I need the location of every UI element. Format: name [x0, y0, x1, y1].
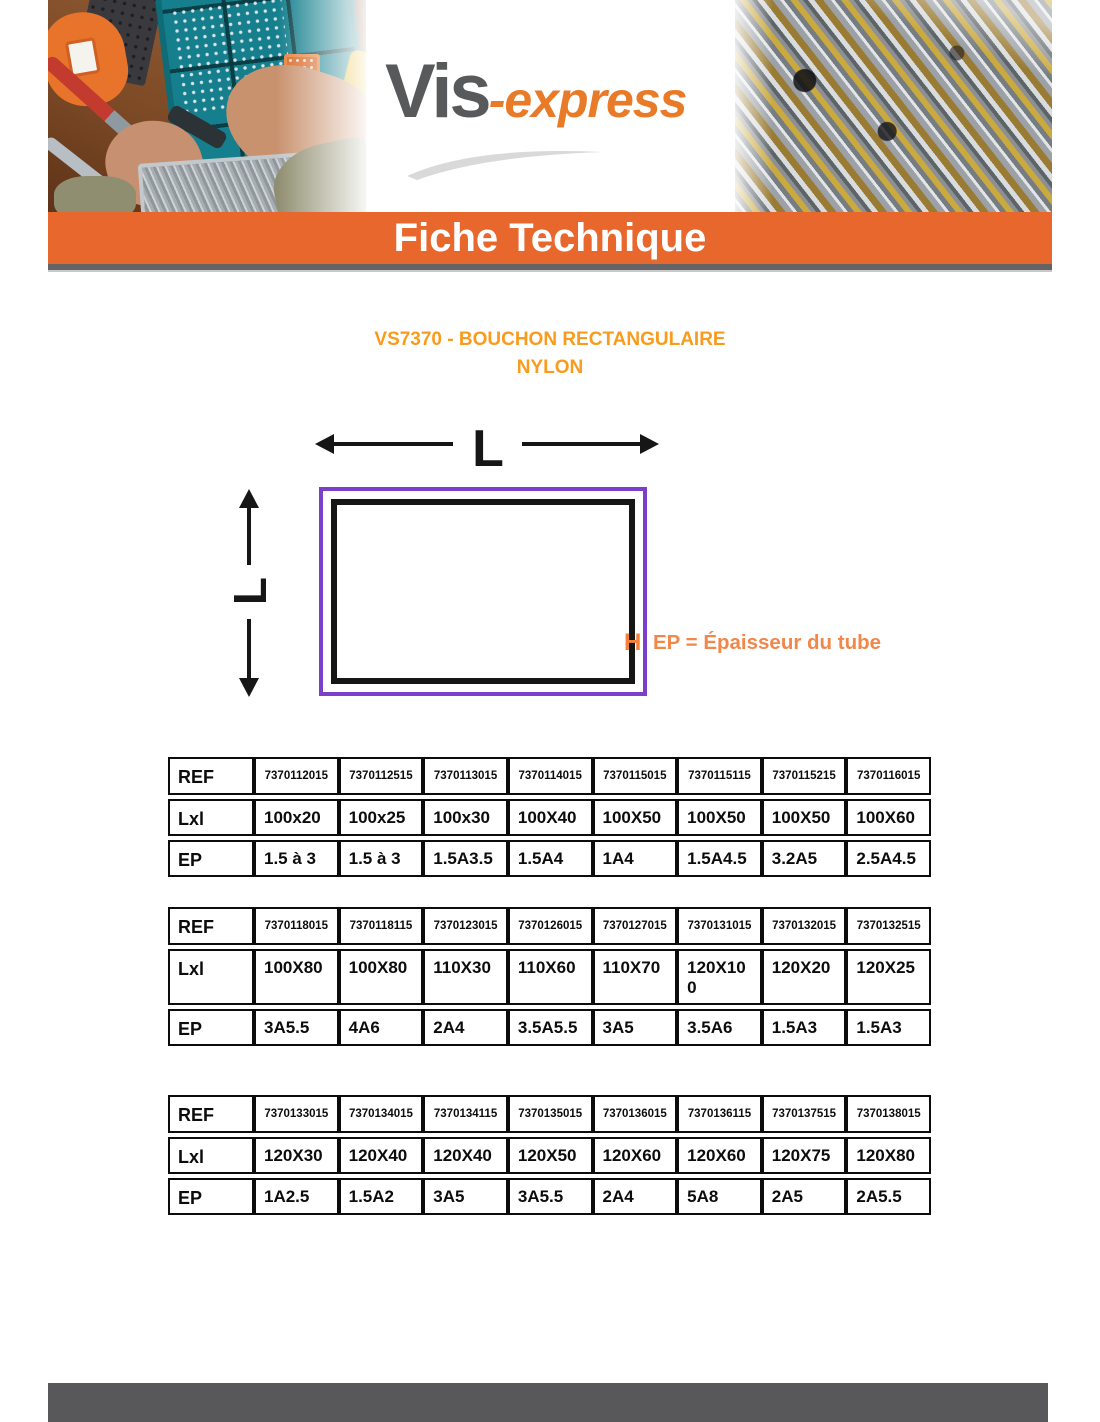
table-row [168, 799, 931, 836]
ep-cell: 2A4 [423, 1009, 508, 1046]
dim-cell: 100x30 [423, 799, 508, 836]
row-label: Lxl [168, 799, 254, 836]
row-label: Lxl [168, 1137, 254, 1174]
ep-cell: 1.5 à 3 [339, 840, 424, 877]
dim-cell: 100X80 [339, 949, 424, 1005]
ref-cell: 7370135015 [508, 1095, 593, 1133]
spec-table-2 [168, 903, 931, 1050]
screws-dots-texture [170, 0, 294, 116]
table-row [168, 1095, 931, 1133]
table-row [168, 907, 931, 945]
hand-right-shape [210, 47, 366, 200]
dimension-diagram [200, 405, 900, 715]
product-title [0, 326, 1100, 382]
ref-cell: 7370127015 [593, 907, 678, 945]
table-row [168, 840, 931, 877]
ep-cell: 3.5A5.5 [508, 1009, 593, 1046]
ep-cell: 1.5A4.5 [677, 840, 762, 877]
ref-cell: 7370134015 [339, 1095, 424, 1133]
dim-cell: 100X50 [762, 799, 847, 836]
vis-express-logo [385, 40, 715, 190]
metal-screw-box-shape [138, 152, 311, 212]
banner [48, 212, 1052, 264]
row-label: EP [168, 1009, 254, 1046]
dim-cell: 120X40 [423, 1137, 508, 1174]
row-label: REF [168, 1095, 254, 1133]
screwdriver-shape [48, 54, 172, 174]
table-row [168, 1137, 931, 1174]
ep-cell: 3.2A5 [762, 840, 847, 877]
screws-photo [735, 0, 1052, 212]
tape-measure-shape [48, 6, 134, 113]
product-title-line1: VS7370 - BOUCHON RECTANGULAIRE [374, 329, 726, 350]
ep-cell: 5A8 [677, 1178, 762, 1215]
row-label: EP [168, 840, 254, 877]
row-label: Lxl [168, 949, 254, 1005]
row-label: REF [168, 757, 254, 795]
ref-cell: 7370134115 [423, 1095, 508, 1133]
ep-cell: 3A5.5 [254, 1009, 339, 1046]
ref-cell: 7370133015 [254, 1095, 339, 1133]
ep-cell: 2A4 [593, 1178, 678, 1215]
ep-cell: 4A6 [339, 1009, 424, 1046]
ref-cell: 7370116015 [846, 757, 931, 795]
ep-cell: 1A2.5 [254, 1178, 339, 1215]
ref-cell: 7370136115 [677, 1095, 762, 1133]
dim-cell: 100X80 [254, 949, 339, 1005]
ep-cell: 3A5.5 [508, 1178, 593, 1215]
dim-cell: 100X40 [508, 799, 593, 836]
dim-cell: 100X50 [677, 799, 762, 836]
ref-cell: 7370118015 [254, 907, 339, 945]
dim-cell: 120X40 [339, 1137, 424, 1174]
product-title-line2: NYLON [516, 357, 584, 378]
dim-cell: 120X25 [846, 949, 931, 1005]
banner-title: Fiche Technique [393, 215, 707, 260]
dim-L-label: L [472, 420, 504, 478]
ep-cell: 3.5A6 [677, 1009, 762, 1046]
arrowhead-right-icon [640, 434, 659, 454]
banner-divider [48, 264, 1052, 272]
table-row [168, 1009, 931, 1046]
ref-cell: 7370138015 [846, 1095, 931, 1133]
footer-bar [48, 1383, 1048, 1422]
workbench-photo [48, 0, 366, 212]
dim-cell: 120X80 [846, 1137, 931, 1174]
logo-text-vis: Vis [385, 49, 489, 134]
table-row [168, 1178, 931, 1215]
dim-l-rotated-label: L [224, 576, 276, 606]
ep-cell: 1A4 [593, 840, 678, 877]
dim-cell: 120X50 [508, 1137, 593, 1174]
ep-cell: 1.5A4 [508, 840, 593, 877]
ep-note: EP = Épaisseur du tube [653, 631, 882, 654]
ref-cell: 7370113015 [423, 757, 508, 795]
rotary-tool-shape [166, 104, 229, 151]
ref-cell: 7370126015 [508, 907, 593, 945]
spec-table-1 [168, 753, 931, 881]
ref-cell: 7370112015 [254, 757, 339, 795]
dim-cell: 120X60 [593, 1137, 678, 1174]
tube-outer-rect [321, 489, 645, 694]
sleeve-right-shape [266, 130, 366, 212]
ref-cell: 7370112515 [339, 757, 424, 795]
dim-cell: 120X100 [677, 949, 762, 1005]
ep-cell: 1.5A3 [846, 1009, 931, 1046]
logo-text-express: -express [488, 72, 687, 128]
ep-cell: 1.5 à 3 [254, 840, 339, 877]
logo-swoosh [403, 142, 613, 182]
dim-cell: 110X60 [508, 949, 593, 1005]
spec-table-3 [168, 1091, 931, 1219]
dim-cell: 110X30 [423, 949, 508, 1005]
dim-cell: 120X20 [762, 949, 847, 1005]
hand-left-shape [97, 109, 212, 212]
dim-cell: 120X30 [254, 1137, 339, 1174]
dim-cell: 100x25 [339, 799, 424, 836]
wrench-shape [48, 135, 138, 212]
yellow-tool-shape [323, 49, 366, 174]
dim-cell: 100X60 [846, 799, 931, 836]
dim-cell: 100X50 [593, 799, 678, 836]
ep-cell: 3A5 [423, 1178, 508, 1215]
logo-wordmark [385, 48, 715, 135]
ref-cell: 7370115215 [762, 757, 847, 795]
ref-cell: 7370118115 [339, 907, 424, 945]
ref-cell: 7370123015 [423, 907, 508, 945]
ep-cell: 1.5A3 [762, 1009, 847, 1046]
table-row [168, 757, 931, 795]
sleeve-left-shape [54, 176, 136, 212]
parts-box-shape [284, 54, 320, 87]
ref-cell: 7370131015 [677, 907, 762, 945]
ref-cell: 7370114015 [508, 757, 593, 795]
ref-cell: 7370137515 [762, 1095, 847, 1133]
ep-cell: 2A5.5 [846, 1178, 931, 1215]
dim-cell: 110X70 [593, 949, 678, 1005]
ep-cell: 3A5 [593, 1009, 678, 1046]
ep-cell: 1.5A3.5 [423, 840, 508, 877]
teal-toolbox-shape [154, 0, 366, 195]
tape-measure-window [65, 37, 101, 78]
ref-cell: 7370115115 [677, 757, 762, 795]
pegboard-shape [74, 0, 164, 86]
dim-cell: 120X60 [677, 1137, 762, 1174]
row-label: REF [168, 907, 254, 945]
row-label: EP [168, 1178, 254, 1215]
ref-cell: 7370136015 [593, 1095, 678, 1133]
table-row [168, 949, 931, 1005]
ep-cell: 2.5A4.5 [846, 840, 931, 877]
ref-cell: 7370115015 [593, 757, 678, 795]
ref-cell: 7370132015 [762, 907, 847, 945]
h-label: H [624, 629, 642, 656]
arrowhead-down-icon [239, 678, 259, 697]
ep-cell: 2A5 [762, 1178, 847, 1215]
dim-cell: 120X75 [762, 1137, 847, 1174]
ep-cell: 1.5A2 [339, 1178, 424, 1215]
ref-cell: 7370132515 [846, 907, 931, 945]
dim-cell: 100x20 [254, 799, 339, 836]
